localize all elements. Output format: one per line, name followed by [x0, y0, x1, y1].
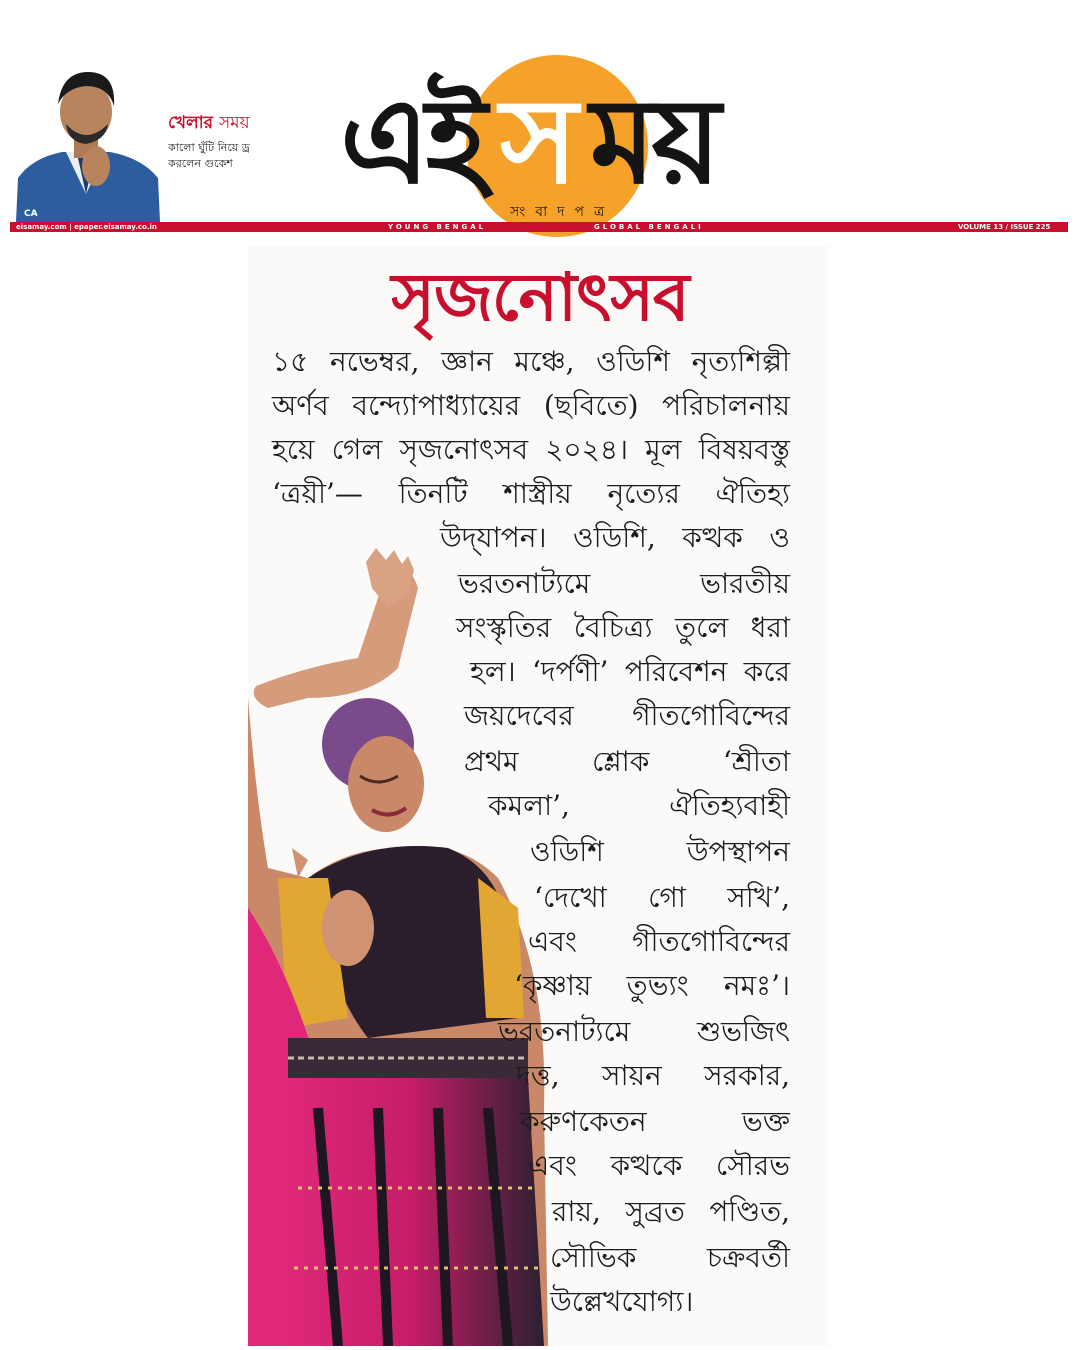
article-line: ‘ত্রয়ী’— তিনটি শাস্ত্রীয় নৃত্যের ঐতিহ্য: [272, 477, 790, 510]
article-line: ১৫ নভেম্বর, জ্ঞান মঞ্চে, ওডিশি নৃত্যশিল্পী: [272, 345, 790, 378]
section-khelar: খেলার: [168, 113, 214, 133]
promo-player-photo: [12, 66, 160, 222]
article-line: ওডিশি উপস্থাপন: [530, 835, 790, 868]
article-line: সৌভিক চক্রবর্তী: [550, 1241, 790, 1274]
article-line: এবং কত্থকে সৌরভ: [528, 1149, 790, 1182]
logo-text-moy: ময়: [590, 72, 718, 210]
article-line: উল্লেখযোগ্য।: [550, 1285, 694, 1318]
svg-text:CA: CA: [24, 209, 38, 219]
logo-text-so: স: [500, 72, 574, 210]
tagline-young-bengal: YOUNG BENGAL: [388, 223, 487, 231]
article-line: ভরতনাট্যমে ভারতীয়: [458, 567, 790, 600]
article-line: ‘দেখো গো সখি’,: [534, 881, 790, 914]
masthead: [0, 0, 1080, 240]
promo-box[interactable]: [168, 110, 288, 172]
article-line: এবং গীতগোবিন্দের: [528, 925, 790, 958]
article-line: করুণকেতন ভক্ত: [520, 1105, 790, 1138]
article-line: কমলা’, ঐতিহ্যবাহী: [488, 789, 790, 822]
logo-tagline: সংবাদপত্র: [510, 204, 615, 220]
promo-headline[interactable]: কালো ঘুঁটি নিয়ে ড্র করলেন গুকেশ: [168, 141, 250, 170]
website-url[interactable]: eisamay.com | epaper.eisamay.co.in: [16, 223, 157, 231]
article-line: সংস্কৃতির বৈচিত্র্য তুলে ধরা: [456, 611, 790, 644]
article-line: ভরতনাট্যমে শুভজিৎ: [498, 1015, 790, 1048]
promo-section-title: [168, 110, 288, 138]
article-line: ‘কৃষ্ণায় তুভ্যং নমঃ’।: [514, 969, 790, 1002]
article-line: রায়, সুব্রত পণ্ডিত,: [552, 1195, 790, 1228]
article-line: প্রথম শ্লোক ‘শ্রীতা: [464, 745, 790, 778]
article-line: হল। ‘দর্পণী’ পরিবেশন করে: [470, 655, 790, 688]
article-line: জয়দেবের গীতগোবিন্দের: [464, 699, 790, 732]
tagline-global-bengali: GLOBAL BENGALI: [594, 223, 704, 231]
article-line: হয়ে গেল সৃজনোৎসব ২০২৪। মূল বিষয়বস্তু: [272, 433, 790, 466]
section-somoy: সময়: [218, 113, 250, 133]
masthead-red-bar: [10, 222, 1068, 232]
article-line: অর্ণব বন্দ্যোপাধ্যায়ের (ছবিতে) পরিচালনায়: [272, 389, 790, 422]
logo-text-ei: এই: [340, 72, 484, 210]
article-line: দত্ত, সায়ন সরকার,: [516, 1059, 790, 1092]
article-line: উদ্‌যাপন। ওডিশি, কত্থক ও: [440, 521, 790, 554]
article-headline: সৃজনোৎসব: [391, 258, 689, 336]
volume-issue: VOLUME 13 / ISSUE 225: [958, 223, 1051, 231]
